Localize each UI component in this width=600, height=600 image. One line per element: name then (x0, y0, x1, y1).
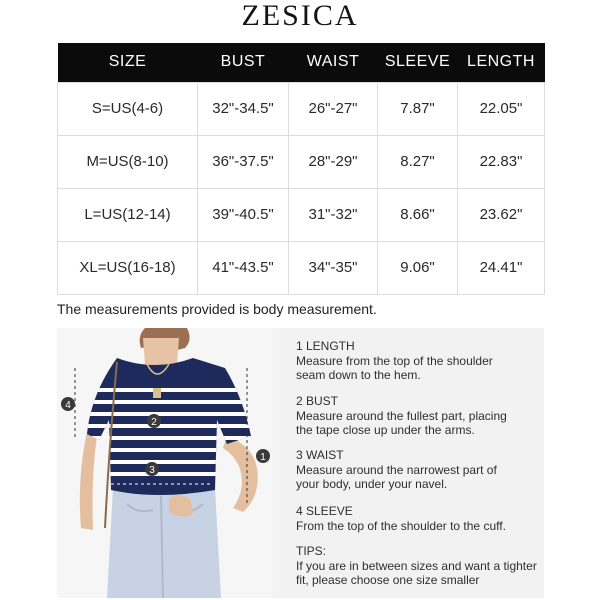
table-header-row (58, 43, 545, 82)
table-row (58, 135, 545, 188)
cell-length: 22.83" (458, 135, 545, 188)
marker-3 (145, 462, 159, 476)
guide-title: 3 WAIST (296, 448, 344, 462)
cell-sleeve: 8.27" (378, 135, 458, 188)
cell-length: 24.41" (458, 241, 545, 294)
table-row (58, 188, 545, 241)
cell-bust: 41"-43.5" (198, 241, 289, 294)
model-photo (57, 328, 273, 598)
brand-logo: ZESICA (241, 0, 359, 32)
guide-length (296, 339, 541, 383)
cell-waist: 28"-29" (289, 135, 378, 188)
guide-title: 2 BUST (296, 394, 339, 408)
header-waist: WAIST (289, 43, 378, 82)
cell-length: 23.62" (458, 188, 545, 241)
guide-sleeve (296, 504, 541, 533)
marker-4 (61, 397, 75, 411)
size-chart-table (57, 43, 545, 295)
marker-label: 4 (65, 400, 71, 411)
guide-text: seam down to the hem. (296, 368, 421, 382)
measure-guide-panel (273, 328, 544, 598)
guide-text: Measure around the narrowest part of (296, 462, 497, 477)
marker-label: 1 (260, 452, 266, 463)
table-row (58, 241, 545, 294)
cell-waist: 26"-27" (289, 82, 378, 135)
guide-bust (296, 394, 541, 438)
cell-bust: 36"-37.5" (198, 135, 289, 188)
guide-text: Measure from the top of the shoulder (296, 353, 493, 368)
cell-waist: 34"-35" (289, 241, 378, 294)
marker-2 (147, 414, 161, 428)
table-row (58, 82, 545, 135)
model-illustration (57, 328, 273, 598)
cell-size: S=US(4-6) (58, 82, 198, 135)
marker-1 (256, 449, 270, 463)
cell-sleeve: 7.87" (378, 82, 458, 135)
guide-text: From the top of the shoulder to the cuff. (296, 518, 506, 533)
cell-size: XL=US(16-18) (58, 241, 198, 294)
cell-sleeve: 8.66" (378, 188, 458, 241)
marker-label: 3 (149, 465, 155, 476)
cell-bust: 32"-34.5" (198, 82, 289, 135)
measurement-note: The measurements provided is body measurement. (57, 301, 377, 317)
cell-length: 22.05" (458, 82, 545, 135)
guide-text: the tape close up under the arms. (296, 423, 475, 437)
cell-size: M=US(8-10) (58, 135, 198, 188)
guide-text: Measure around the fullest part, placing (296, 408, 507, 423)
guide-waist (296, 448, 541, 492)
marker-label: 2 (151, 417, 157, 428)
cell-size: L=US(12-14) (58, 188, 198, 241)
header-size: SIZE (58, 43, 198, 82)
guide-title: 1 LENGTH (296, 339, 355, 353)
cell-sleeve: 9.06" (378, 241, 458, 294)
header-length: LENGTH (458, 43, 545, 82)
cell-waist: 31"-32" (289, 188, 378, 241)
tips-text: If you are in between sizes and want a tighter (296, 558, 537, 573)
cell-bust: 39"-40.5" (198, 188, 289, 241)
tips-title: TIPS: (296, 544, 327, 558)
header-bust: BUST (198, 43, 289, 82)
guide-text: your body, under your navel. (296, 477, 448, 491)
guide-title: 4 SLEEVE (296, 504, 353, 518)
tips-block (296, 544, 541, 588)
tips-text: fit, please choose one size smaller (296, 573, 480, 587)
header-sleeve: SLEEVE (378, 43, 458, 82)
